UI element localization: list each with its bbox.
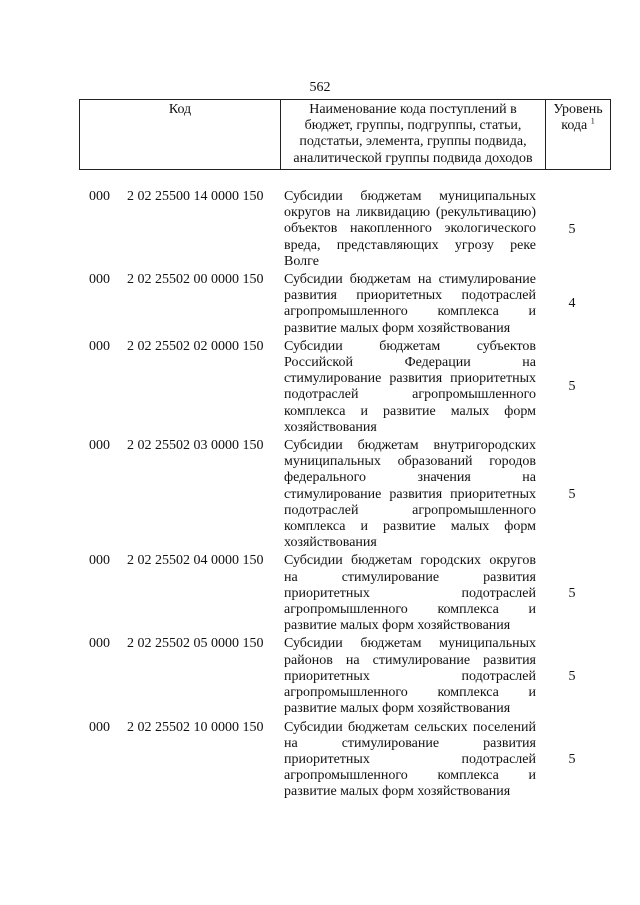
row-level: 5: [568, 221, 576, 237]
header-level: [546, 100, 611, 170]
table-row: [0, 720, 640, 801]
row-code: 2 02 25502 02 0000 150: [127, 338, 264, 354]
row-prefix: 000: [89, 438, 110, 454]
row-level: 4: [568, 296, 576, 312]
row-prefix: 000: [89, 719, 110, 735]
header-row: [80, 100, 611, 170]
row-code: 2 02 25502 10 0000 150: [127, 719, 264, 735]
row-name: Субсидии бюджетам на стимулирование развития приоритетных подотраслей агропромышленного комплекса и развитие малых форм хозяйствования: [284, 272, 536, 336]
row-name: Субсидии бюджетам городских округов на стимулирование развития приоритетных подотраслей агропромышленного комплекса и развитие малых форм хозяйствования: [284, 553, 536, 634]
row-name: Субсидии бюджетам сельских поселений на стимулирование развития приоритетных подотраслей агропромышленного комплекса и развитие малых форм хозяйствования: [284, 719, 536, 800]
rows-list: [0, 189, 640, 803]
row-code: 2 02 25502 04 0000 150: [127, 553, 264, 569]
header-table: [79, 99, 611, 170]
row-level: 5: [568, 668, 576, 684]
header-name: Наименование кода поступлений в бюджет, группы, подгруппы, статьи, подстатьи, элемента, группы подвида, аналитической группы подвида доходов: [281, 100, 546, 170]
table-row: [0, 189, 640, 270]
table-row: [0, 438, 640, 551]
table-row: [0, 636, 640, 717]
row-name: Субсидии бюджетам муниципальных районов на стимулирование развития приоритетных подотраслей агропромышленного комплекса и развитие малых форм хозяйствования: [284, 636, 536, 717]
table-row: [0, 339, 640, 436]
row-prefix: 000: [89, 636, 110, 652]
row-level: 5: [568, 751, 576, 767]
header-code: Код: [80, 100, 281, 170]
row-name: Субсидии бюджетам субъектов Российской Федерации на стимулирование развития приоритетных подотраслей агропромышленного комплекса и развитие малых форм хозяйствования: [284, 338, 536, 435]
row-code: 2 02 25500 14 0000 150: [127, 189, 264, 204]
table-row: [0, 272, 640, 337]
row-name: Субсидии бюджетам внутригородских муниципальных образований городов федерального значения на стимулирование развития приоритетных подотраслей агропромышленного комплекса и развитие малых форм хозяйствования: [284, 438, 536, 551]
row-code: 2 02 25502 03 0000 150: [127, 438, 264, 454]
header-level-footnote: 1: [590, 116, 595, 126]
page-number: 562: [309, 80, 331, 95]
row-prefix: 000: [89, 272, 110, 288]
row-level: 5: [568, 585, 576, 601]
row-code: 2 02 25502 05 0000 150: [127, 636, 264, 652]
row-level: 5: [568, 379, 576, 395]
row-level: 5: [568, 486, 576, 502]
row-prefix: 000: [89, 338, 110, 354]
header-level-label: Уровень кода: [553, 102, 603, 134]
row-name: Субсидии бюджетам муниципальных округов на ликвидацию (рекультивацию) объектов накопленного экологического вреда, представляющих угрозу реке Волге: [284, 189, 536, 269]
row-prefix: 000: [89, 553, 110, 569]
row-prefix: 000: [89, 189, 110, 204]
table-row: [0, 553, 640, 634]
row-code: 2 02 25502 00 0000 150: [127, 272, 264, 288]
